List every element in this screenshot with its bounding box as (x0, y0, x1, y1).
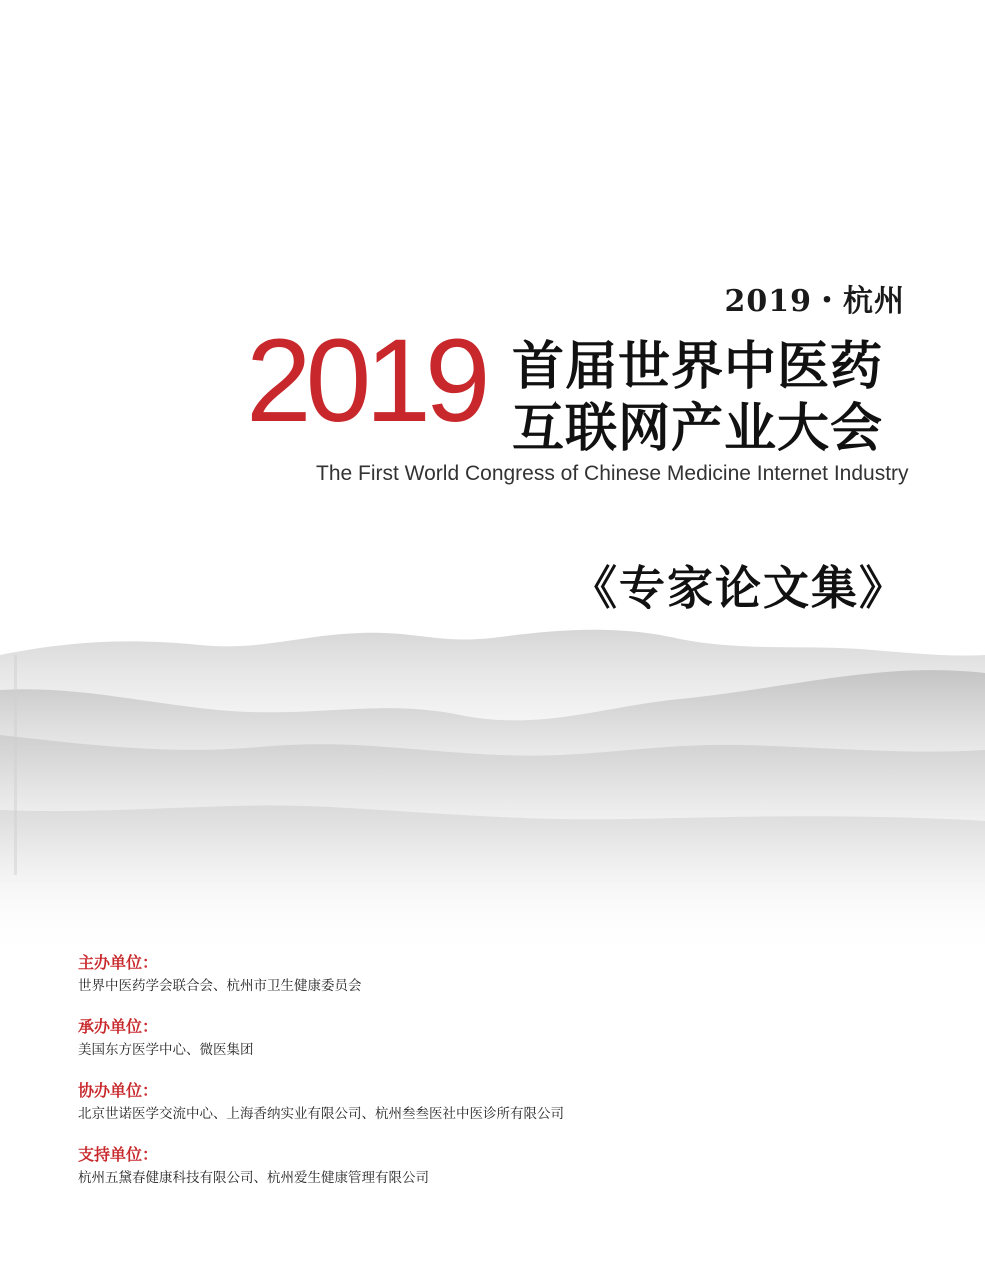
organizer-text: 北京世诺医学交流中心、上海香纳实业有限公司、杭州叁叁医社中医诊所有限公司 (78, 1106, 564, 1122)
congress-title (512, 336, 883, 460)
organizer-text: 美国东方医学中心、微医集团 (78, 1042, 254, 1058)
big-year-number: 2019 (246, 315, 485, 447)
organizer-text: 世界中医药学会联合会、杭州市卫生健康委员会 (78, 978, 362, 994)
collection-title: 《专家论文集》 (571, 561, 907, 615)
organizer-text: 杭州五黛春健康科技有限公司、杭州爱生健康管理有限公司 (78, 1170, 429, 1186)
ink-mountains-illustration (0, 615, 985, 960)
english-title: The First World Congress of Chinese Medicine Internet Industry (316, 462, 909, 485)
congress-title-line-2: 互联网产业大会 (512, 398, 884, 459)
organizer-label: 主办单位： (78, 953, 159, 972)
congress-title-line-1: 首届世界中医药 (512, 336, 884, 397)
organizer-label: 协办单位： (78, 1081, 159, 1100)
organizer-label: 承办单位： (78, 1017, 159, 1036)
organizer-label: 支持单位： (78, 1145, 159, 1164)
organizer-section-undertaker (78, 1017, 918, 1060)
organizer-section-supporter (78, 1145, 918, 1188)
organizer-section-host (78, 953, 918, 996)
year-city-subtitle: 2019・杭州 (724, 284, 905, 319)
organizer-section-co-organizer (78, 1081, 918, 1124)
